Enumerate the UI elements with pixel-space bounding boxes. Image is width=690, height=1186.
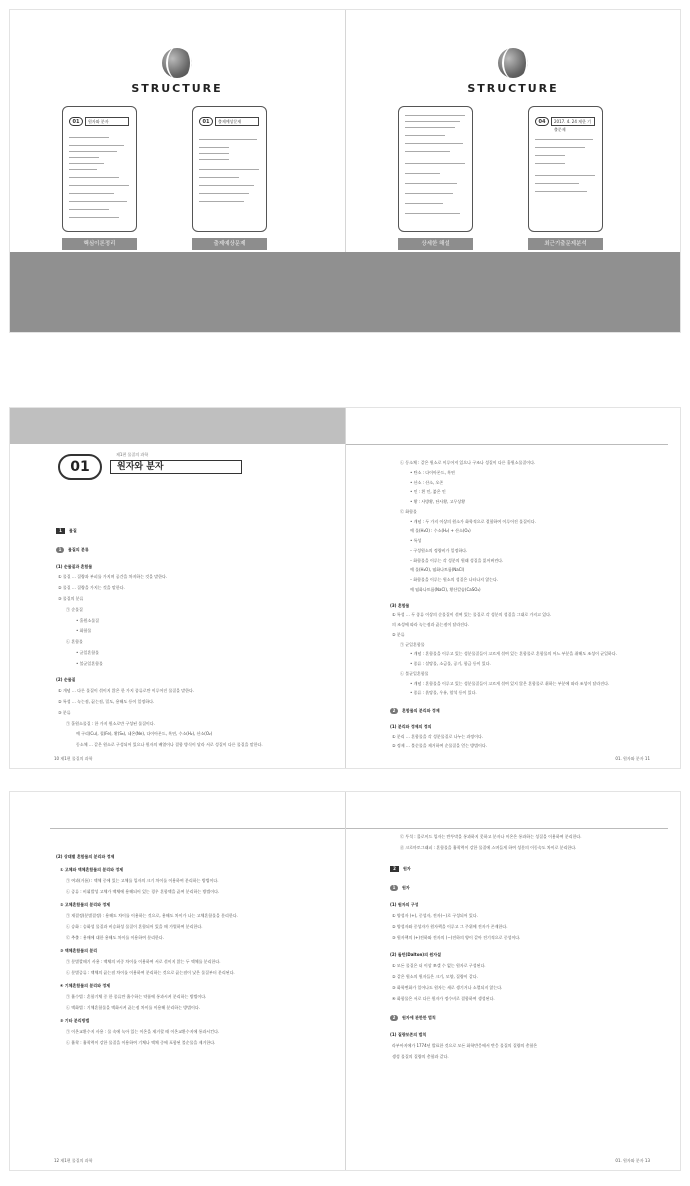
line-text: • 산소 : 산소, 오존 (410, 479, 444, 485)
body-line (410, 690, 477, 695)
gray-band (10, 252, 680, 332)
body-line (392, 924, 508, 929)
body-line (410, 489, 446, 494)
line-text: 동소체 … 같은 원소로 구성되어 있으나 원자의 배열이나 결합 방식이 달라 서로 성질이 다른 물질을 말한다. (76, 742, 263, 748)
chapter-header-band (10, 408, 345, 444)
body-line (392, 734, 483, 739)
body-line (410, 587, 481, 592)
section-heading (390, 1015, 436, 1021)
card-label: 핵심이론정리 (62, 238, 137, 250)
line-text: • 균일혼합물 (76, 649, 99, 655)
line-text: (1) 분리와 정제의 정의 (390, 723, 432, 729)
line-text: – 구성원소의 정량비가 일정하다. (410, 547, 468, 553)
thumb-title: 2017. 4. 24 제한 기출문제 (551, 117, 595, 126)
body-line (392, 622, 469, 627)
chapter-title: 원자와 분자 (110, 460, 242, 474)
card-thumbnail (398, 106, 473, 232)
body-line (400, 509, 417, 514)
line-text: • 황 : 사방황, 단사황, 고무상황 (410, 499, 466, 504)
sphere-icon (162, 48, 192, 78)
chapter-spread (10, 408, 680, 768)
section-heading (390, 708, 440, 714)
section-number-badge: 2 (390, 708, 398, 714)
body-line (392, 913, 478, 918)
body-line (410, 480, 443, 485)
thumb-title: 출제예상문제 (215, 117, 259, 126)
body-line (58, 710, 71, 715)
body-line (66, 994, 206, 999)
body-line (66, 970, 235, 975)
line-text: ㉡ 승화 : 승화성 물질과 비승화성 물질이 혼합되어 있을 때 가열하여 분리한다. (66, 924, 203, 929)
body-line (76, 731, 212, 736)
body-line (392, 1043, 537, 1048)
sphere-icon (498, 48, 528, 78)
page-footer: 10 제1편 물질의 과학 (54, 756, 93, 761)
body-line (400, 671, 428, 676)
line-text: 혼합물의 분리와 정제 (402, 708, 440, 713)
section-heading (56, 528, 77, 534)
section-heading (56, 854, 114, 859)
body-line (410, 651, 617, 656)
body-line (410, 499, 465, 504)
body-line (76, 650, 99, 655)
section-heading (56, 564, 92, 569)
line-text: 예 염화나트륨(NaCl), 황산칼슘(CaSO₄) (410, 586, 481, 592)
body-line (66, 889, 219, 894)
body-line (410, 681, 609, 686)
line-text: ① 고체와 액체혼합물의 분리와 정제 (60, 867, 124, 872)
body-line (60, 948, 97, 953)
line-text: ④ 기체혼합물의 분리와 정제 (60, 983, 111, 988)
line-text: ㉡ 혼합물 (66, 639, 83, 645)
body-line (66, 607, 83, 612)
line-text: 생성 물질의 질량의 총합과 같다. (392, 1054, 449, 1059)
line-text: (1) 원자의 구성 (390, 902, 419, 907)
section-heading (390, 1032, 426, 1037)
body-line (60, 1018, 89, 1023)
line-text: ㉠ 홑원소물질 : 한 가지 원소로만 구성된 물질이다. (66, 720, 155, 726)
card-thumbnail (62, 106, 137, 232)
body-line (66, 721, 155, 726)
line-text: 원자 (403, 866, 411, 871)
body-line (76, 742, 263, 747)
line-text: • 홑원소물질 (76, 617, 99, 623)
body-line (400, 460, 535, 465)
section-heading (390, 603, 409, 608)
line-text: ㉠ 여과(거름) : 액체 중에 있는 고체를 입자의 크기 차이를 이용하여 분리하는 방법이다. (66, 878, 219, 883)
body-line (66, 913, 238, 918)
thumb-badge: 01 (69, 117, 83, 126)
body-line (400, 845, 576, 850)
card-label: 출제예상문제 (192, 238, 267, 250)
body-line (410, 567, 464, 572)
content-spread (10, 792, 680, 1170)
card-core-theory (62, 106, 137, 266)
body-line (400, 834, 582, 839)
line-text: ② 물질 … 질량을 가지는 것을 말한다. (58, 585, 125, 591)
line-text: 원자 (402, 885, 410, 890)
line-text: – 화합물을 이루는 원소의 성질은 나타나지 않는다. (410, 577, 499, 582)
body-line (392, 612, 551, 617)
line-text: ② 같은 원소의 원자들은 크기, 모양, 질량이 같다. (392, 974, 478, 979)
line-text: ㉡ 불균일혼합물 (400, 670, 429, 676)
line-text: ② 특성 … 녹는점, 끓는점, 밀도, 용해도 등이 일정하다. (58, 699, 155, 705)
body-line (410, 548, 467, 553)
body-line (392, 743, 487, 748)
section-number-badge: 1 (390, 885, 398, 891)
page-footer: 12 제1편 물질의 과학 (54, 1158, 93, 1163)
body-line (66, 935, 164, 940)
section-number-badge: 2 (390, 866, 399, 872)
line-text: ② 양성자와 중성자가 원자핵을 이루고 그 주위에 전자가 존재한다. (392, 924, 508, 929)
body-line (66, 878, 219, 883)
page-11 (346, 408, 680, 768)
line-text: • 불균일혼합물 (76, 660, 103, 666)
line-text: • 인 : 흰 인, 붉은 인 (410, 489, 446, 495)
body-line (392, 1054, 449, 1059)
line-text: ③ 물질의 분류 (58, 595, 84, 601)
card-recent-exam (528, 106, 603, 266)
body-line (76, 628, 91, 633)
card-detailed-answers (398, 106, 473, 266)
line-text: ① 모든 물질은 더 이상 쪼갤 수 없는 원자로 구성된다. (392, 963, 486, 968)
section-number-badge: 1 (56, 528, 65, 534)
line-text: – 화합물을 이루는 각 성분의 원래 성질을 잃어버린다. (410, 557, 504, 563)
section-heading (390, 885, 410, 891)
body-line (410, 661, 491, 666)
line-text: ㉡ 흡착 : 흡착력이 강한 물질을 이용하여 기체나 액체 중에 포함된 불순물을 제거한다. (66, 1040, 216, 1045)
body-line (66, 1029, 219, 1034)
page-13 (346, 792, 680, 1170)
body-line (410, 528, 471, 533)
line-text: ㉠ 흡수법 : 혼합기체 중 한 종류만 흡수하는 약품에 통과시켜 분리하는 방법이다. (66, 994, 207, 999)
line-text: • 개념 : 혼합물을 이루고 있는 성분물질들이 고르게 섞여 있는 혼합물로 혼합물의 어느 부분을 취해도 조성이 균일하다. (410, 651, 617, 657)
chapter-part-label: 제1편 물질의 과학 (116, 452, 149, 457)
body-line (58, 596, 83, 601)
line-text: ③ 액체혼합물의 분리 (60, 948, 98, 953)
page-footer: 01. 원자와 분자 13 (615, 1158, 650, 1163)
page-10 (10, 408, 345, 768)
body-line (392, 996, 495, 1001)
line-text: ③ 화학변화가 일어나도 원자는 새로 생기거나 소멸되지 않는다. (392, 985, 503, 990)
body-line (66, 959, 221, 964)
line-text: ㉡ 액화법 : 기체혼합물을 액화시켜 끓는점 차이를 이용해 분리하는 방법이다. (66, 1005, 200, 1010)
line-text: ㉣ 크로마토그래피 : 혼합물을 흡착력이 강한 물질에 스며들게 하여 성분의 이동속도 차이로 분리한다. (400, 845, 577, 850)
line-text: 물질의 분류 (68, 546, 89, 552)
body-line (66, 1005, 200, 1010)
body-line (410, 470, 455, 475)
section-heading (56, 547, 89, 553)
line-text: ㉡ 증류 : 비휘발성 고체가 액체에 용해되어 있는 경우 혼합액을 끓여 분리하는 방법이다. (66, 889, 220, 894)
body-line (60, 983, 110, 988)
line-text: ㉠ 분별깔때기 사용 : 액체의 비중 차이를 이용하여 서로 섞이지 않는 두 액체를 분리한다. (66, 959, 221, 964)
body-line (392, 985, 502, 990)
card-thumbnail (528, 106, 603, 232)
body-line (392, 974, 478, 979)
body-line (410, 558, 503, 563)
line-text: ㉢ 화합물 (400, 508, 417, 514)
line-text: ① 물질 … 질량과 부피를 가지며 공간을 차지하는 것을 말한다. (58, 574, 168, 580)
line-text: 의 조성에 따라 녹는점과 끓는점이 달라진다. (392, 622, 470, 627)
thumb-title: 원자와 분자 (85, 117, 129, 126)
thumb-badge: 04 (535, 117, 549, 126)
line-text: • 개념 : 혼합물을 이루고 있는 성분물질들이 고르게 섞여 있지 않은 혼합물로 취하는 부분에 따라 조성이 달라진다. (410, 680, 610, 686)
structure-heading: STRUCTURE (467, 82, 559, 95)
body-line (66, 639, 83, 644)
line-text: 예 물(H₂O) : 수소(H₂) + 산소(O₂) (410, 528, 471, 534)
body-line (58, 574, 167, 579)
line-text: • 탄소 : 다이아몬드, 흑연 (410, 469, 455, 475)
line-text: ② 정제 … 불순물을 제거하여 순물질을 얻는 방법이다. (392, 743, 488, 749)
line-text: ① 양성자 (+), 중성자, 전자(−)로 구성되어 있다. (392, 913, 478, 918)
body-line (392, 963, 486, 968)
thumb-badge: 01 (199, 117, 213, 126)
line-text: ㉠ 순물질 (66, 606, 83, 612)
section-heading (390, 866, 411, 872)
line-text: ③ 원자핵의 (+)전하와 전자의 (−)전하의 양이 같아 전기적으로 중성이다. (392, 935, 521, 940)
body-line (392, 632, 405, 637)
line-text: (2) 돌턴(Dalton)의 원자설 (390, 952, 441, 957)
section-heading (390, 952, 441, 957)
line-text: ⑤ 기타 분리방법 (60, 1018, 90, 1023)
line-text: 물질 (69, 528, 77, 533)
line-text: • 종류 : 흙탕물, 우유, 암석 등이 있다. (410, 690, 477, 696)
line-text: ③ 분류 (58, 709, 71, 715)
body-line (392, 935, 520, 940)
body-line (58, 688, 194, 693)
line-text: • 개념 : 두 가지 이상의 원소가 화학적으로 결합하여 이루어진 물질이다. (410, 518, 536, 524)
structure-heading: STRUCTURE (131, 82, 223, 95)
line-text: ㉠ 재결정(분별결정) : 용해도 차이를 이용하는 것으로, 용해도 차이가 나는 고체혼합물을 분리한다. (66, 913, 238, 918)
card-label: 최근기출문제분석 (528, 238, 603, 250)
line-text: 예 구리(Cu), 철(Fe), 황(S₈), 네온(Ne), 다이아몬드, 흑연, 수소(H₂), 산소(O₂) (76, 731, 213, 737)
body-line (76, 618, 99, 623)
line-text: • 화합물 (76, 628, 92, 634)
header-rule (346, 444, 668, 445)
page-12 (10, 792, 345, 1170)
line-text: ① 분리 … 혼합물을 각 성분물질로 나누는 과정이다. (392, 733, 484, 739)
line-text: 원자에 관한한 법칙 (402, 1015, 436, 1020)
line-text: ㉠ 균일혼합물 (400, 641, 425, 647)
line-text: ① 개념 … 다른 물질이 섞이지 않은 한 가지 종류로만 이루어진 물질을 말한다. (58, 688, 195, 694)
line-text: ② 고체혼합물의 분리와 정제 (60, 902, 111, 907)
line-text: ② 분류 (392, 631, 405, 637)
line-text: ㉡ 분별증류 : 액체의 끓는점 차이를 이용하여 분리하는 것으로 끓는점이 낮은 물질부터 분리된다. (66, 970, 235, 975)
page-footer: 01. 원자와 분자 11 (615, 756, 650, 761)
section-number-badge: 1 (56, 547, 64, 553)
body-line (410, 577, 498, 582)
card-expected-questions (192, 106, 267, 266)
body-line (60, 867, 123, 872)
header-rule (346, 828, 668, 829)
line-text: • 특성 (410, 538, 422, 543)
line-text: • 종류 : 설탕물, 소금물, 공기, 합금 등이 있다. (410, 661, 491, 666)
line-text: ㉡ 동소체 : 같은 원소로 이루어져 있으나 구조나 성질이 다른 홑원소물질이다. (400, 460, 536, 465)
body-line (60, 902, 110, 907)
body-line (410, 538, 421, 543)
body-line (410, 519, 536, 524)
card-label: 상세한 해설 (398, 238, 473, 250)
body-line (76, 661, 103, 666)
line-text: ㉢ 투석 : 콜로이드 입자는 반투막을 통과하지 못하고 분자나 이온은 통과하는 성질을 이용하여 분리한다. (400, 834, 582, 839)
line-text: (1) 질량보존의 법칙 (390, 1032, 427, 1037)
line-text: ㉢ 추출 : 용매에 대한 용해도 차이를 이용하여 분리한다. (66, 935, 164, 940)
body-line (58, 585, 125, 590)
line-text: (3) 혼합물 (390, 602, 410, 608)
section-heading (390, 724, 432, 729)
line-text: (1) 순물질과 혼합물 (56, 563, 93, 569)
body-line (58, 699, 154, 704)
line-text: ④ 화합물은 서로 다른 원자가 정수비로 결합하여 생성된다. (392, 996, 495, 1001)
header-rule (50, 828, 345, 829)
card-thumbnail (192, 106, 267, 232)
section-number-badge: 2 (390, 1015, 398, 1021)
structure-spread (10, 10, 680, 332)
line-text: ① 특성 … 두 종류 이상의 순물질이 섞여 있는 물질로 각 성분의 성질을 그대로 가지고 있다. (392, 612, 552, 618)
line-text: ㉠ 이온교환수지 사용 : 물 속에 녹아 있는 이온을 제거할 때 이온교환수지에 통과시킨다. (66, 1029, 220, 1034)
line-text: 예 물(H₂O), 염화나트륨(NaCl) (410, 567, 465, 573)
body-line (66, 924, 203, 929)
line-text: 라부아지에가 1774년 발표한 것으로 모든 화학반응에서 반응 물질의 질량의 총합은 (392, 1043, 538, 1048)
section-heading (390, 902, 419, 907)
chapter-number: 01 (58, 454, 102, 480)
section-heading (56, 677, 75, 682)
line-text: (2) 순물질 (56, 677, 76, 683)
line-text: (2) 상태별 혼합물의 분리와 정제 (56, 854, 115, 859)
body-line (66, 1040, 215, 1045)
body-line (400, 642, 425, 647)
